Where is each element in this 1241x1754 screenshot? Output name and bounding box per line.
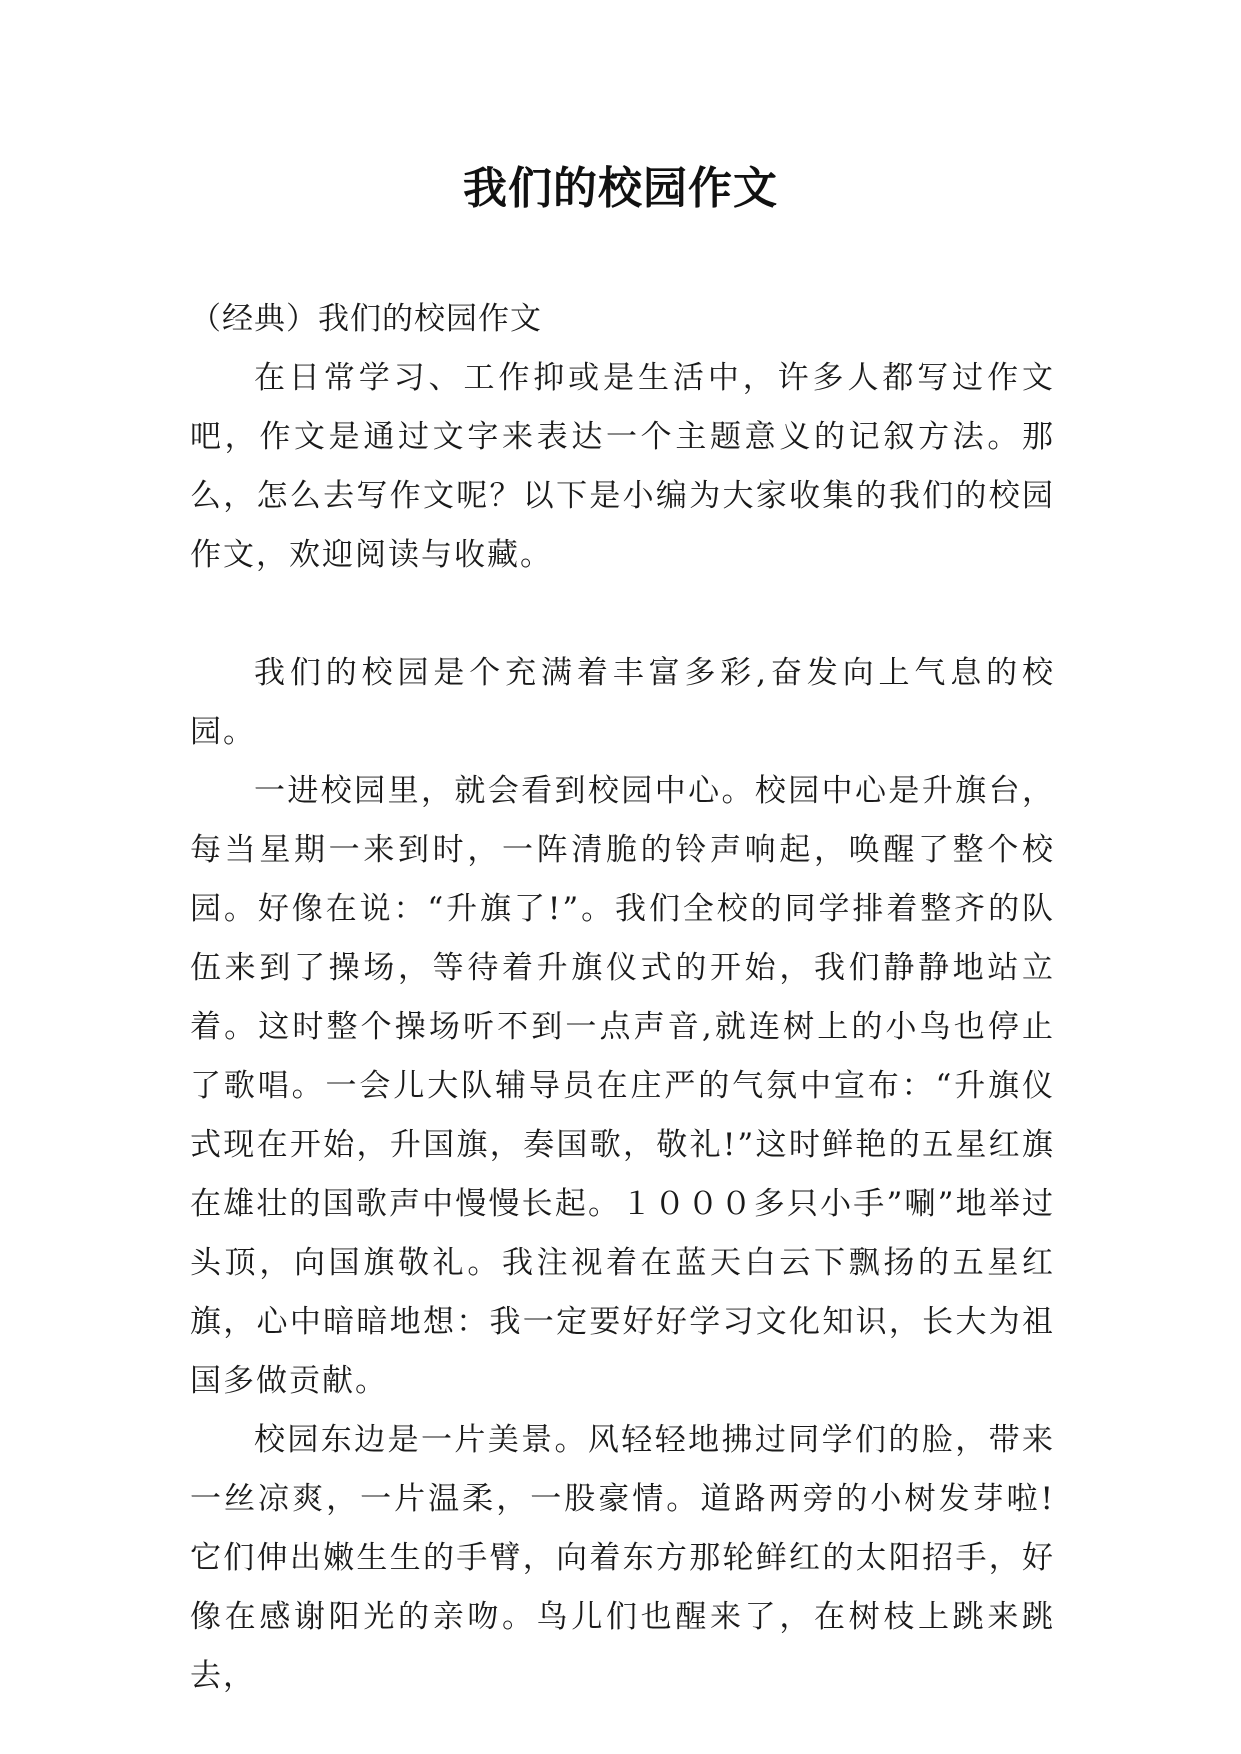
intro-paragraph: 在日常学习、工作抑或是生活中，许多人都写过作文吧，作文是通过文字来表达一个主题意义的记叙方法。那么，怎么去写作文呢？以下是小编为大家收集的我们的校园作文，欢迎阅读与收藏。: [190, 360, 1055, 573]
body-paragraph: 一进校园里，就会看到校园中心。校园中心是升旗台，每当星期一来到时，一阵清脆的铃声响起，唤醒了整个校园。好像在说：“升旗了!”。我们全校的同学排着整齐的队伍来到了操场，等待着升旗仪式的开始，我们静静地站立着。这时整个操场听不到一点声音,就连树上的小鸟也停止了歌唱。一会儿大队辅导员在庄严的气氛中宣布：“升旗仪式现在开始，升国旗，奏国歌，敬礼!”这时鲜艳的五星红旗在雄壮的国歌声中慢慢长起。１０００多只小手”唰”地举过头顶，向国旗敬礼。我注视着在蓝天白云下飘扬的五星红旗，心中暗暗地想：我一定要好好学习文化知识，长大为祖国多做贡献。: [190, 773, 1055, 1399]
document-subtitle: （经典）我们的校园作文: [190, 301, 542, 337]
body-paragraph: 我们的校园是个充满着丰富多彩,奋发向上气息的校园。: [190, 655, 1055, 750]
body-paragraph: 校园东边是一片美景。风轻轻地拂过同学们的脸，带来一丝凉爽，一片温柔，一股豪情。道路两旁的小树发芽啦!它们伸出嫩生生的手臂，向着东方那轮鲜红的太阳招手，好像在感谢阳光的亲吻。鸟儿们也醒来了，在树枝上跳来跳去，: [190, 1422, 1055, 1694]
document-body: [190, 290, 1055, 1706]
document-title: 我们的校园作文: [463, 163, 778, 214]
paragraph-gap: [190, 585, 1055, 644]
